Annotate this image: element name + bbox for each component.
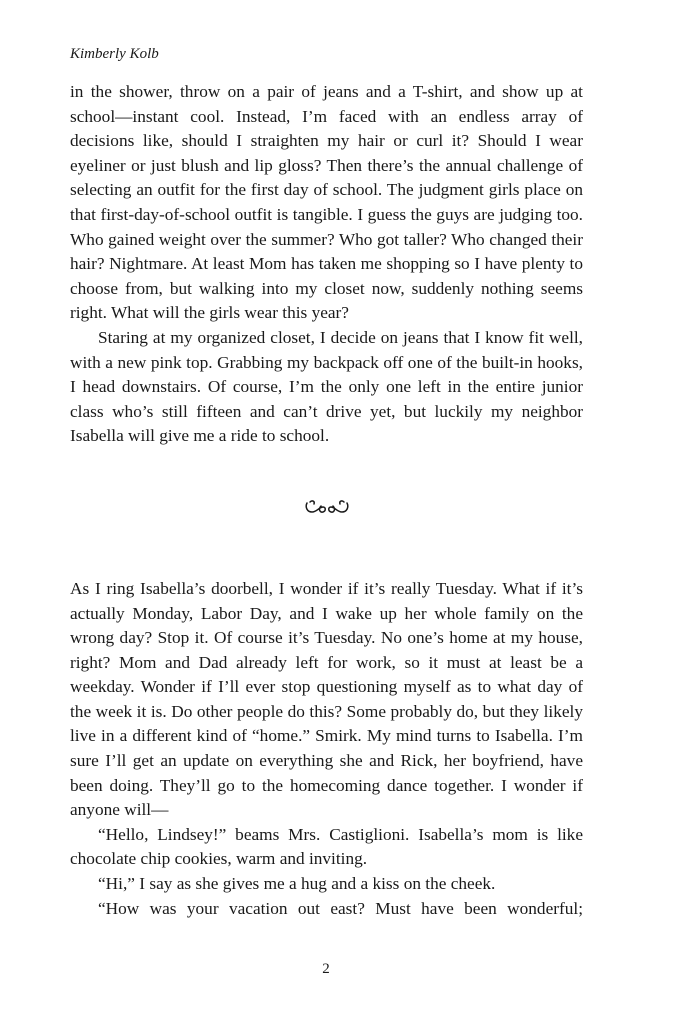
book-page [70,44,583,921]
fleuron-icon [303,497,351,517]
running-head: Kimberly Kolb [70,46,159,62]
paragraph-hello-lindsey: “Hello, Lindsey!” beams Mrs. Castiglioni. Isabella’s mom is like chocolate chip cookies, warm and inviting. [70,824,583,869]
paragraph-continued: in the shower, throw on a pair of jeans and a T-shirt, and show up at school—instant cool. Instead, I’m faced with an endless array of decisions like, should I straighten my hair or curl it? Should I wear eyeliner or just blush and lip gloss? Then there’s the annual challenge of selecting an outfit for the first day of school. The judgment girls place on that first-day-of-school outfit is tangible. I guess the guys are judging too. Who gained weight over the summer? Who got taller? Who changed their hair? Nightmare. At least Mom has taken me shopping so I have plenty to choose from, but walking into my closet now, suddenly nothing seems right. What will the girls wear this year? [70,82,583,323]
paragraph-vacation: “How was your vacation out east? Must have been wonderful; [98,898,583,918]
paragraph-doorbell: As I ring Isabella’s doorbell, I wonder if it’s really Tuesday. What if it’s actually Monday, Labor Day, and I wake up her whole family on the wrong day? Stop it. Of course it’s Tuesday. No one’s home at my house, right? Mom and Dad already left for work, so it must at least be a weekday. Wonder if I’ll ever stop questioning myself as to what day of the week it is. Do other people do this? Some probably do, but they likely live in a different kind of “home.” Smirk. My mind turns to Isabella. I’m sure I’ll get an update on everything she and Rick, her boyfriend, have been doing. They’ll go to the homecoming dance together. I wonder if anyone will— [70,578,583,820]
page-number: 2 [322,961,330,977]
section-break-ornament [70,497,583,523]
paragraph-closet: Staring at my organized closet, I decide on jeans that I know fit well, with a new pink top. Grabbing my backpack off one of the built-in hooks, I head downstairs. Of course, I’m the only one left in the entire junior class who’s still fifteen and can’t drive yet, but luckily my neighbor Isabella will give me a ride to school. [70,327,583,446]
paragraph-hi: “Hi,” I say as she gives me a hug and a kiss on the cheek. [98,874,496,894]
